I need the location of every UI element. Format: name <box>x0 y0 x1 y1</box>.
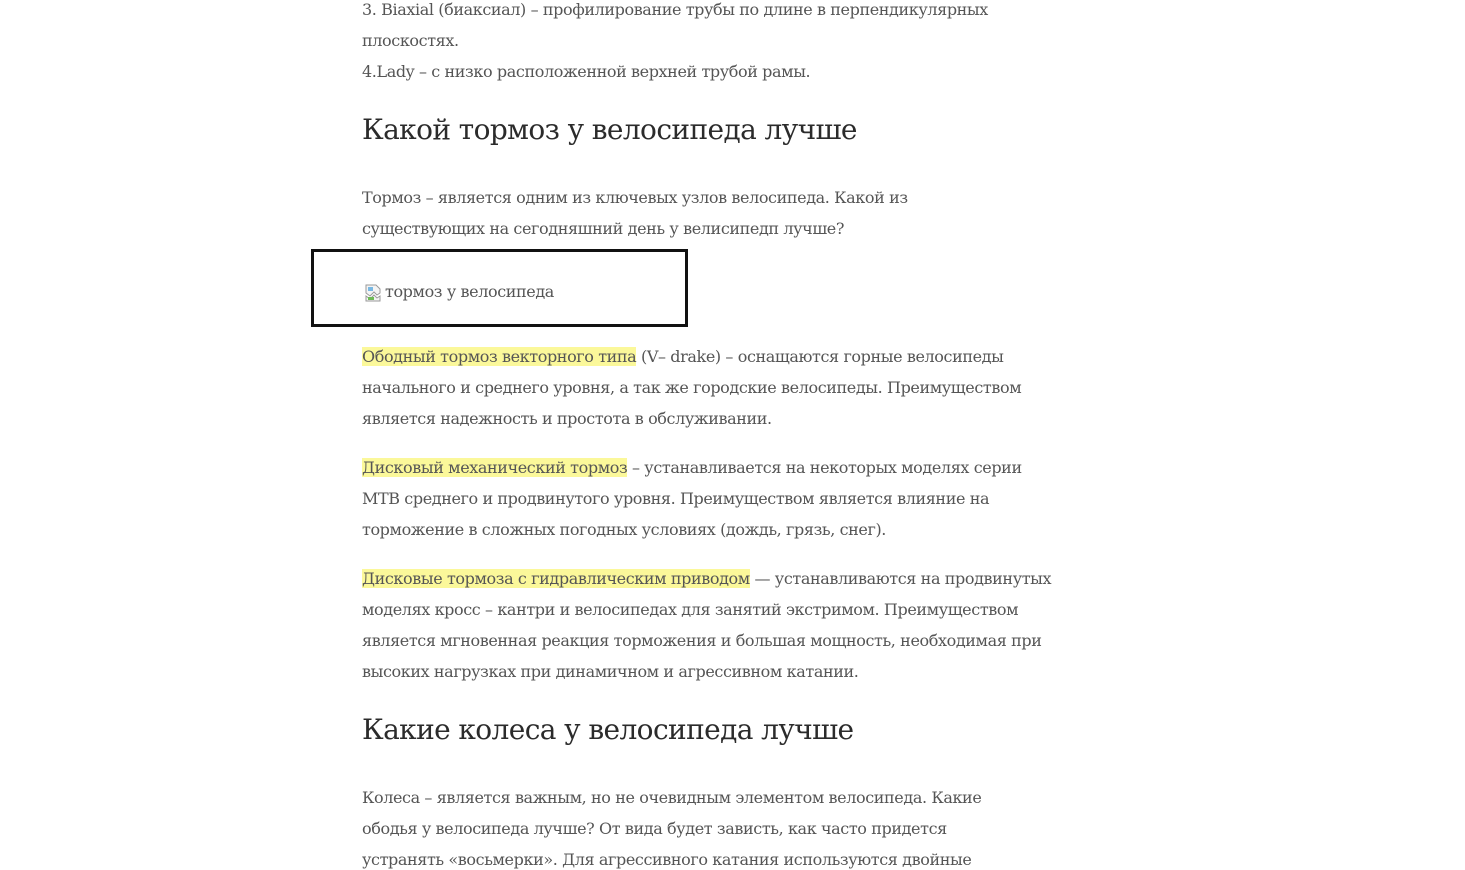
broken-image-icon <box>365 284 381 302</box>
image-frame <box>311 249 688 327</box>
brake-image[interactable] <box>365 280 554 304</box>
highlight-rim-brake: Ободный тормоз векторного типа <box>362 347 637 366</box>
section-title-brakes: Какой тормоз у велосипеда лучше <box>362 113 857 146</box>
list-item-biaxial <box>362 0 1022 56</box>
brake-item-disc-mech-text: – устанавливается на некоторых моделях серии МТВ среднего и продвинутого уровня. Преимуществом является влияние на торможение в сложных погодных условиях (дождь, грязь, снег). <box>362 458 1022 539</box>
brake-item-disc-mech <box>362 452 1062 545</box>
image-alt-text: тормоз у велосипеда <box>385 282 554 301</box>
highlight-disc-hydro-brake: Дисковые тормоза с гидравлическим приводом <box>362 569 750 588</box>
article-content <box>362 0 1062 870</box>
brake-item-rim-text: (V– drake) – оснащаются горные велосипеды начального и среднего уровня, а так же городские велосипеды. Преимуществом является надежность и простота в обслуживании. <box>362 347 1022 428</box>
list-item-biaxial-line2: плоскостях. <box>362 31 459 50</box>
section-title-wheels: Какие колеса у велосипеда лучше <box>362 713 854 746</box>
brakes-intro: Тормоз – является одним из ключевых узлов велосипеда. Какой из существующих на сегодняшний день у велисипедп лучше? <box>362 188 908 238</box>
list-item-lady: 4.Lady – с низко расположенной верхней трубой рамы. <box>362 62 811 81</box>
list-item-biaxial-line1: 3. Biaxial (биаксиал) – профилирование трубы по длине в перпендикулярных <box>362 0 988 19</box>
highlight-disc-mech-brake: Дисковый механический тормоз <box>362 458 628 477</box>
brake-item-disc-hydro-text: — устанавливаются на продвинутых моделях кросс – кантри и велосипедах для занятий экстримом. Преимуществом является мгновенная реакция торможения и большая мощность, необходимая при высоких нагрузках при динамичном и агрессивном катании. <box>362 569 1052 681</box>
brake-item-disc-hydro <box>362 563 1062 687</box>
wheels-intro: Колеса – является важным, но не очевидным элементом велосипеда. Какие ободья у велосипеда лучше? От вида будет зависть, как часто придется устранять «восьмерки». Для агрессивного катания используются двойные <box>362 788 982 869</box>
brake-item-rim <box>362 341 1062 434</box>
